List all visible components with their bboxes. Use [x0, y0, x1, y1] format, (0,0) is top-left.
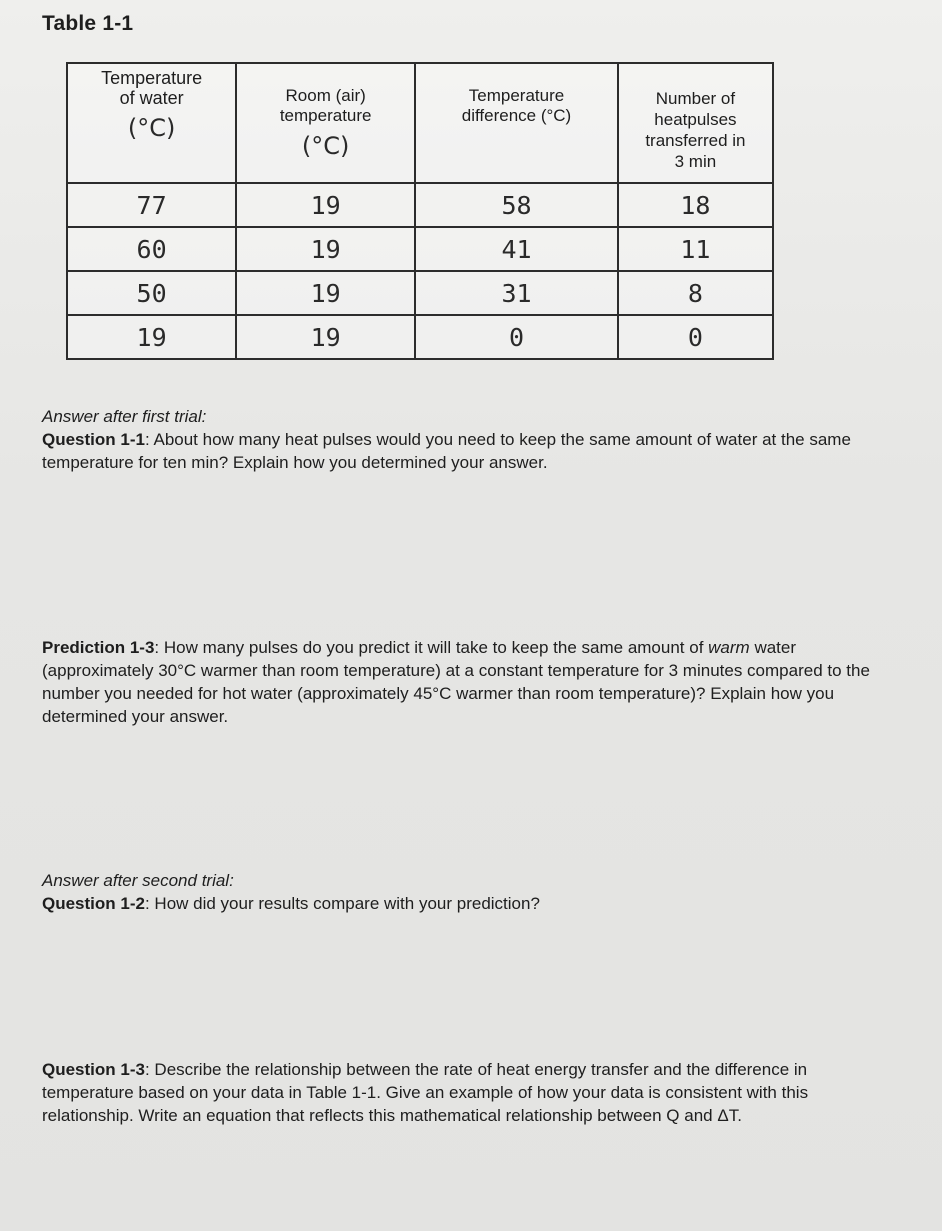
- prediction-1-3: [42, 636, 892, 728]
- header-line: Temperature: [101, 68, 203, 88]
- question-label: Question 1-1: [42, 430, 145, 449]
- question-body: : Describe the relationship between the rate of heat energy transfer and the difference in temperature based on your data in Table 1-1. Give an example of how your data is consistent with this relationship. Write an equation that reflects this mathematical relationship between Q and ΔT.: [42, 1060, 809, 1125]
- data-table: [66, 62, 774, 360]
- header-line: Number of: [655, 89, 736, 108]
- table-row: [67, 227, 773, 271]
- answer-preface: Answer after first trial:: [42, 407, 207, 426]
- question-body: : How did your results compare with your prediction?: [144, 894, 540, 913]
- header-water-temperature: [67, 63, 236, 183]
- answer-preface: Answer after second trial:: [42, 871, 234, 890]
- cell-water-temp: 60: [67, 227, 236, 271]
- question-label: Question 1-3: [42, 1060, 145, 1079]
- cell-heatpulses: 11: [618, 227, 773, 271]
- header-unit: (°C): [127, 114, 176, 142]
- question-1-2: [42, 869, 892, 915]
- cell-room-temp: 19: [236, 183, 415, 227]
- header-unit: (°C): [301, 132, 350, 160]
- question-body: : About how many heat pulses would you need to keep the same amount of water at the same temperature for ten min? Explain how you determined your answer.: [42, 430, 851, 472]
- question-label: Question 1-2: [42, 894, 145, 913]
- prediction-body-a: : How many pulses do you predict it will take to keep the same amount of: [154, 638, 709, 657]
- header-room-temperature: [236, 63, 415, 183]
- cell-temp-difference: 41: [415, 227, 618, 271]
- header-line: Room (air): [285, 86, 366, 105]
- header-line: heatpulses: [654, 110, 737, 129]
- prediction-label: Prediction 1-3: [42, 638, 155, 657]
- cell-room-temp: 19: [236, 227, 415, 271]
- question-text: [42, 892, 892, 915]
- header-line: transferred in: [645, 131, 746, 150]
- cell-room-temp: 19: [236, 315, 415, 359]
- cell-room-temp: 19: [236, 271, 415, 315]
- table-row: [67, 271, 773, 315]
- cell-heatpulses: 8: [618, 271, 773, 315]
- question-text: [42, 428, 892, 474]
- header-line: difference (°C): [461, 106, 572, 125]
- prediction-emphasis: warm: [708, 638, 750, 657]
- question-1-1: [42, 405, 892, 474]
- header-line: Temperature: [468, 86, 565, 105]
- cell-temp-difference: 0: [415, 315, 618, 359]
- table-row: [67, 315, 773, 359]
- header-line: of water: [119, 88, 184, 108]
- cell-water-temp: 19: [67, 315, 236, 359]
- header-heatpulses: [618, 63, 773, 183]
- cell-water-temp: 50: [67, 271, 236, 315]
- cell-temp-difference: 31: [415, 271, 618, 315]
- header-line: 3 min: [674, 152, 717, 171]
- cell-heatpulses: 0: [618, 315, 773, 359]
- prediction-body-b: water (approximately 30°C warmer than room temperature) at a constant temperature for 3 minutes compared to the number you needed for hot water (approximately 45°C warmer than room temperature)? Explain how you determined your answer.: [42, 638, 870, 726]
- cell-heatpulses: 18: [618, 183, 773, 227]
- table-title: Table 1-1: [42, 12, 134, 35]
- header-temperature-difference: [415, 63, 618, 183]
- table-row: [67, 183, 773, 227]
- question-1-3: [42, 1058, 892, 1127]
- cell-water-temp: 77: [67, 183, 236, 227]
- header-line: temperature: [279, 106, 372, 125]
- cell-temp-difference: 58: [415, 183, 618, 227]
